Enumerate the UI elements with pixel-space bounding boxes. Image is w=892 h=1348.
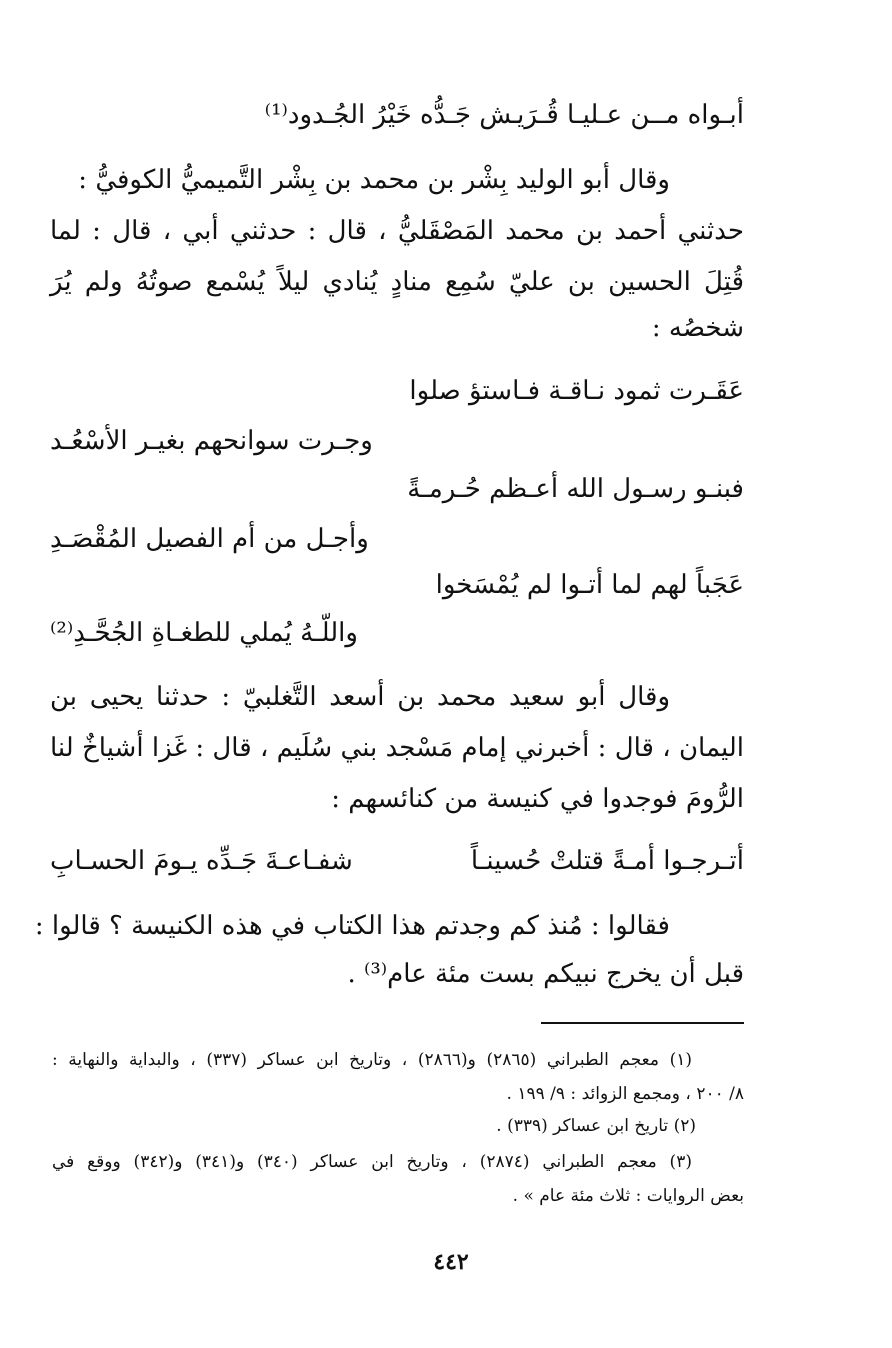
poem-line-2: وجـرت سوانحهم بغيـر الأسْعُـد [50, 426, 373, 456]
paragraph-2-line-3: الرُّومَ فوجدوا في كنيسة من كنائسهم : [331, 784, 744, 814]
footnote-1-line-1: (١) معجم الطبراني (٢٨٦٥) و(٢٨٦٦) ، وتاريخ ابن عساكر (٣٣٧) ، والبداية والنهاية : [52, 1050, 692, 1070]
paragraph-3-line-1: فقالوا : مُنذ كم وجدتم هذا الكتاب في هذه الكنيسة ؟ قالوا : [34, 911, 670, 941]
poem-line-4: وأجـل من أم الفصيل المُقْصَـدِ [50, 524, 369, 554]
poem-line-1: عَقَـرت ثمود نـاقـة فـاستؤ صلوا [409, 376, 744, 406]
poem-line-5: عَجَباً لهم لما أتـوا لم يُمْسَخوا [435, 570, 744, 600]
page-number: ٤٤٢ [433, 1249, 469, 1275]
paragraph-2-line-1: وقال أبو سعيد محمد بن أسعد التَّغلبيّ : حدثنا يحيى بن [50, 682, 670, 712]
poem-line-6: واللّـهُ يُملي للطغـاةِ الجُحَّـدِ⁽²⁾ [50, 618, 358, 648]
footnote-1-line-2: ٨/ ٢٠٠ ، ومجمع الزوائد : ٩/ ١٩٩ . [506, 1084, 744, 1104]
paragraph-2-line-2: اليمان ، قال : أخبرني إمام مَسْجد بني سُلَيم ، قال : غَزا أشياخٌ لنا [50, 733, 744, 763]
footnote-3-line-1: (٣) معجم الطبراني (٢٨٧٤) ، وتاريخ ابن عساكر (٣٤٠) و(٣٤١) و(٣٤٢) ووقع في [52, 1152, 692, 1172]
paragraph-1-line-2: حدثني أحمد بن محمد المَصْقَليُّ ، قال : حدثني أبي ، قال : لما [50, 216, 744, 246]
verse-1-first-hemistich: أبـواه مــن عـليـا قُـرَيـ [509, 100, 744, 130]
verse-2-second-hemistich: شفـاعـةَ جَـدِّه يـومَ الحسـابِ [50, 846, 353, 876]
footnote-separator [541, 1022, 744, 1024]
verse-2-first-hemistich: أتـرجـوا أمـةً قتلتْ حُسينـاً [470, 846, 744, 876]
poem-line-3: فبنـو رسـول الله أعـظم حُـرمـةً [407, 474, 744, 504]
paragraph-1-line-1: وقال أبو الوليد بِشْر بن محمد بن بِشْر التَّميميُّ الكوفيُّ : [78, 165, 670, 195]
paragraph-1-line-3: قُتِلَ الحسين بن عليّ سُمِع منادٍ يُنادي ليلاً يُسْمع صوتُهُ ولم يُرَ [50, 267, 744, 297]
footnote-3-line-2: بعض الروايات : ثلاث مئة عام » . [512, 1186, 744, 1206]
paragraph-3-line-2: قبل أن يخرج نبيكم بست مئة عام⁽³⁾ . [347, 959, 744, 989]
footnote-2: (٢) تاريخ ابن عساكر (٣٣٩) . [496, 1116, 696, 1136]
paragraph-1-line-4: شخصُه : [651, 313, 744, 343]
verse-1-second-hemistich: ـش جَـدُّه خَيْرُ الجُـدود⁽¹⁾ [264, 100, 520, 130]
